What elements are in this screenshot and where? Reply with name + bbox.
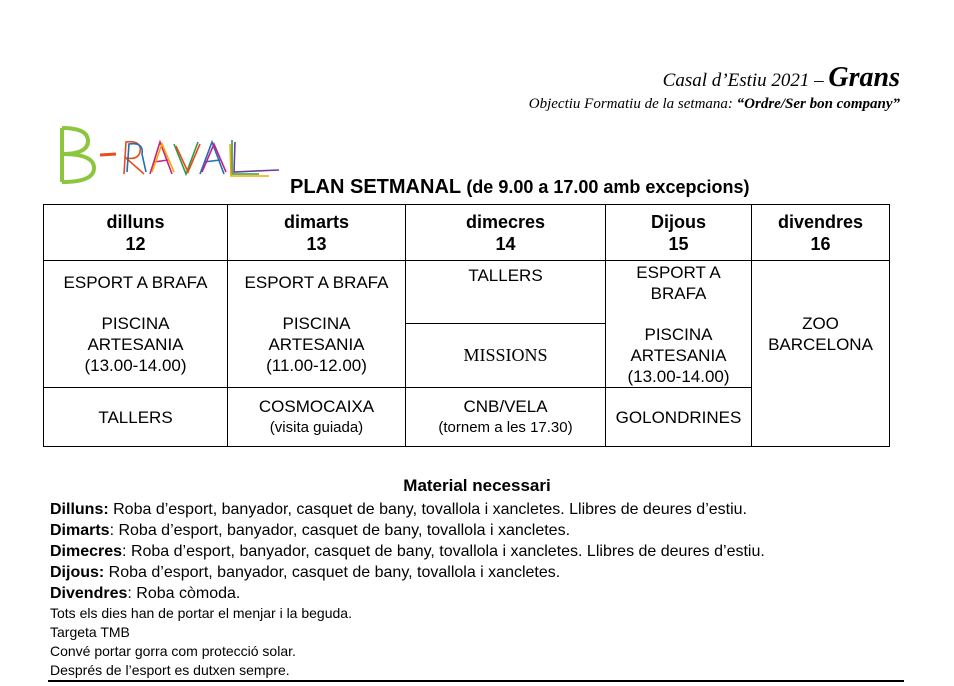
material-text: : Roba d’esport, banyador, casquet de bany, tovallola i xancletes. [109,522,571,539]
day-header-friday [752,205,890,261]
schedule-table [43,204,890,447]
note: Tots els dies han de portar el menjar i la beguda. [50,605,352,621]
activity: ARTESANIA [268,335,365,354]
activity: GOLONDRINES [615,407,742,427]
day-number: 12 [125,233,146,254]
material-title: Material necessari [403,476,551,495]
day-number: 16 [810,233,831,254]
material-text: Roba d’esport, banyador, casquet de bany, tovallola i xancletes. [104,564,561,581]
wednesday-afternoon-cell [406,388,606,447]
bottom-rule [48,680,904,682]
day-header-row [44,205,890,261]
monday-afternoon-cell [44,388,228,447]
activity: ARTESANIA [630,345,727,365]
material-list [50,499,765,680]
activity: ZOO [802,313,839,333]
day-header-thursday [606,205,752,261]
material-item-monday [50,499,765,520]
activity: ARTESANIA [87,335,184,354]
objective-label: Objectiu Formatiu de la setmana: [528,96,737,112]
activity: ESPORT A BRAFA [63,273,208,292]
plan-subtitle: (de 9.00 a 17.00 amb excepcions) [466,177,750,197]
header-line-2 [529,96,900,113]
activity: ESPORT A [636,262,721,282]
activity: ESPORT A BRAFA [244,273,389,292]
material-text: : Roba d’esport, banyador, casquet de bany, tovallola i xancletes. Llibres de deures d’estiu. [122,543,765,560]
plan-title [290,176,749,199]
tuesday-afternoon-cell [228,388,406,447]
note: Targeta TMB [50,624,130,640]
note: Després de l’esport es dutxen sempre. [50,662,290,678]
material-day: Dimarts [50,522,110,539]
material-item-friday [50,583,765,604]
thursday-morning-cell [606,261,752,388]
plan-title-text: PLAN SETMANAL [290,176,461,198]
day-number: 13 [306,233,327,254]
activity-time: (13.00-14.00) [84,356,187,375]
activity: CNB/VELA [463,397,548,416]
activity: COSMOCAIXA [258,397,375,416]
material-day: Dilluns: [50,501,109,518]
activity-note: (visita guiada) [269,419,364,436]
activity: BARCELONA [768,334,873,354]
activity-note: (tornem a les 17.30) [438,419,573,436]
wednesday-morning-cell [406,261,606,324]
day-name: dimecres [465,211,546,232]
activity: MISSIONS [463,345,548,365]
material-item-thursday [50,562,765,583]
day-header-monday [44,205,228,261]
note: Convé portar gorra com protecció solar. [50,643,296,659]
material-text: Roba d’esport, banyador, casquet de bany, tovallola i xancletes. Llibres de deures d’estiu. [108,501,747,518]
activity: TALLERS [468,266,543,285]
friday-cell [752,261,890,447]
day-name: divendres [777,211,864,232]
activity: TALLERS [98,407,173,427]
activity: PISCINA [101,314,170,333]
activity-time: (13.00-14.00) [627,366,730,386]
day-name: dimarts [283,211,350,232]
day-number: 14 [495,233,516,254]
thursday-afternoon-cell [606,388,752,447]
header-group: Grans [828,62,900,93]
material-day: Dijous: [50,564,105,581]
day-number: 15 [668,233,689,254]
material-day: Divendres [50,585,128,602]
material-item-wednesday [50,541,765,562]
wednesday-midday-cell [406,324,606,388]
material-item-tuesday [50,520,765,541]
activity: BRAFA [650,283,707,303]
schedule-row-morning-1 [44,261,890,324]
activity-time: (11.00-12.00) [266,356,367,375]
day-name: Dijous [650,211,706,232]
b-raval-logo [54,122,284,188]
tuesday-morning-cell [228,261,406,388]
header-line-1 [663,62,900,94]
header-title: Casal d’Estiu 2021 – [662,70,829,91]
day-header-tuesday [228,205,406,261]
activity: PISCINA [644,324,713,344]
day-header-wednesday [406,205,606,261]
material-text: : Roba còmoda. [127,585,241,602]
activity: PISCINA [282,314,351,333]
day-name: dilluns [106,211,165,232]
objective-value: “Ordre/Ser bon company” [736,96,900,112]
material-day: Dimecres [50,543,123,560]
monday-morning-cell [44,261,228,388]
